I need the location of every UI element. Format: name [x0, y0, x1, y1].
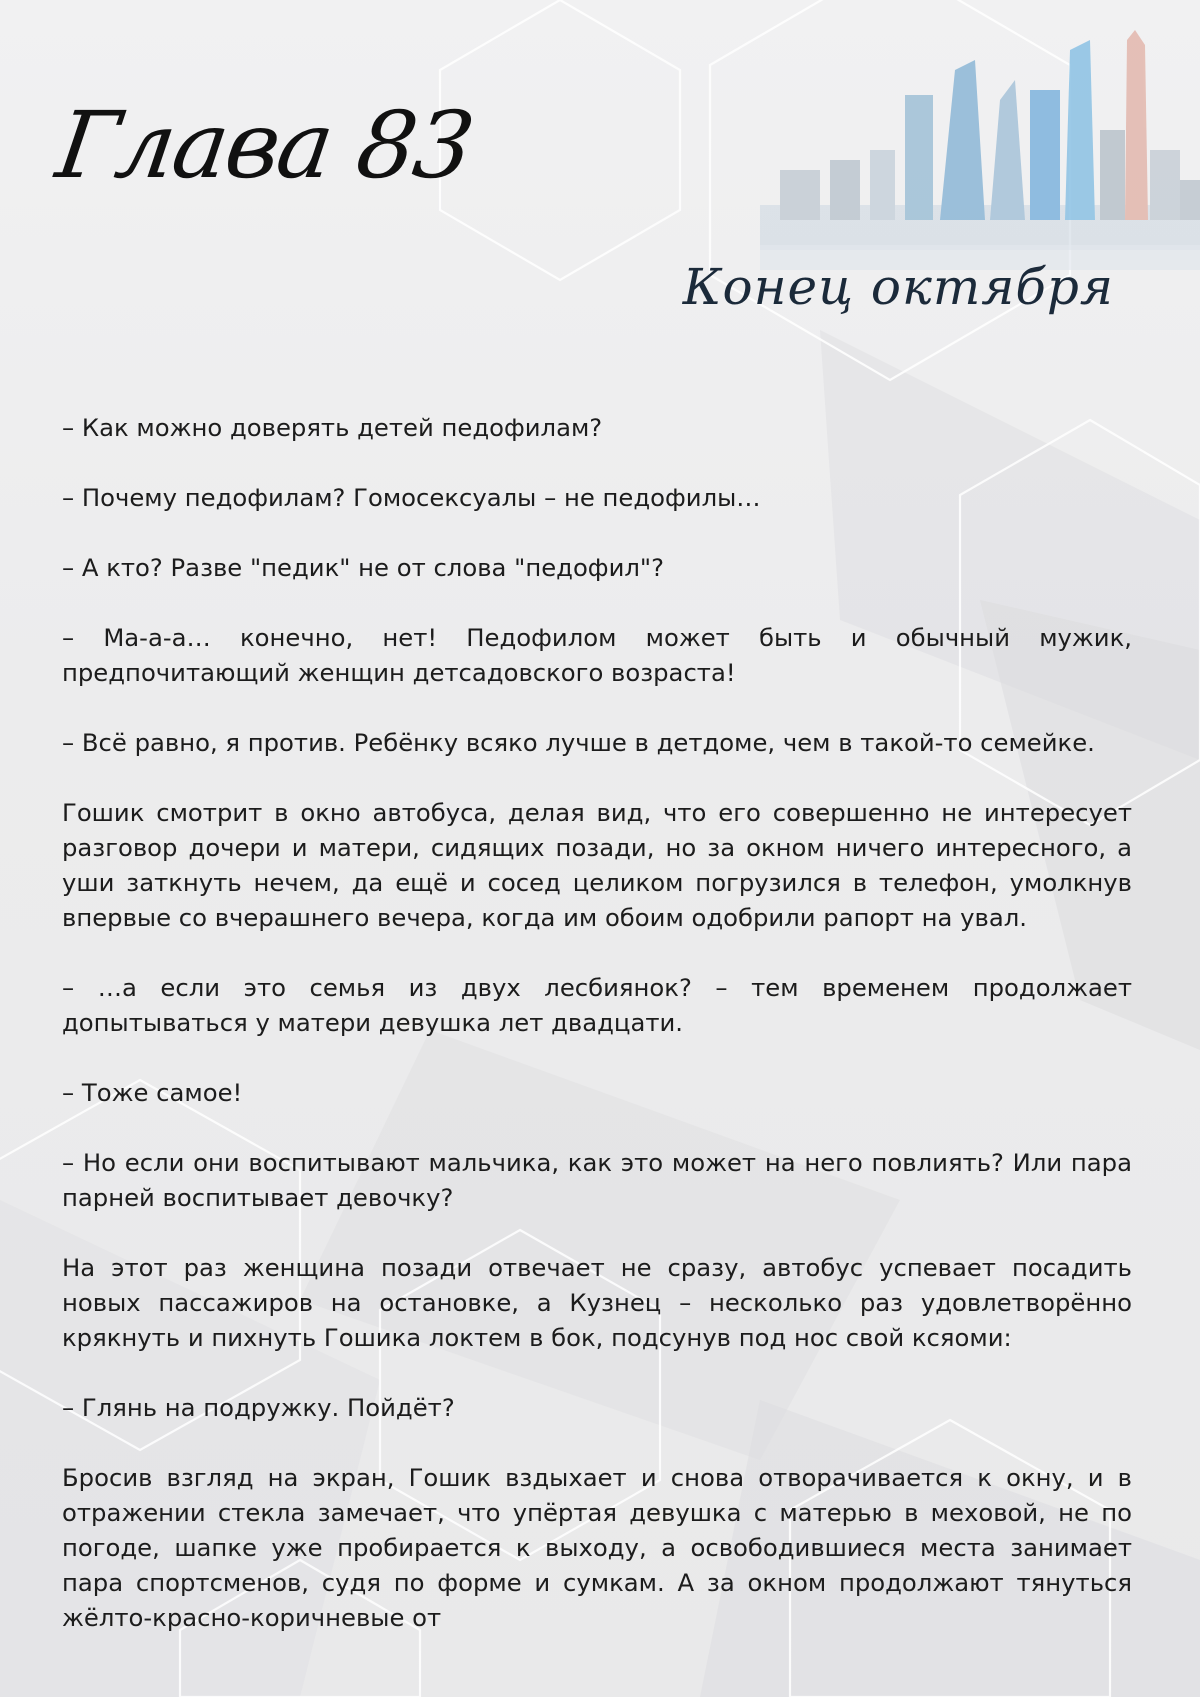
body-text — [62, 410, 1132, 1635]
paragraph: – Почему педофилам? Гомосексуалы – не педофилы… — [62, 483, 761, 512]
paragraph: – Но если они воспитывают мальчика, как это может на него повлиять? Или пара парней воспитывает девочку? — [62, 1148, 1132, 1212]
paragraph: Гошик смотрит в окно автобуса, делая вид, что его совершенно не интересует разговор дочери и матери, сидящих позади, но за окном ничего интересного, а уши заткнуть нечем, да ещё и сосед целиком погрузился в телефон, умолкнув впервые со вчерашнего вечера, когда им обоим одобрили рапорт на увал. — [62, 798, 1132, 932]
paragraph: – Всё равно, я против. Ребёнку всяко лучше в детдоме, чем в такой-то семейке. — [62, 728, 1095, 757]
paragraph: Бросив взгляд на экран, Гошик вздыхает и снова отворачивается к окну, и в отражении стекла замечает, что упёртая девушка с матерью в меховой, не по погоде, шапке уже пробирается к выходу, а освободившиеся места занимает пара спортсменов, судя по форме и сумкам. А за окном продолжают тянуться жёлто-красно-коричневые от — [62, 1463, 1132, 1632]
paragraph: – Глянь на подружку. Пойдёт? — [62, 1393, 455, 1422]
paragraph: На этот раз женщина позади отвечает не сразу, автобус успевает посадить новых пассажиров на остановке, а Кузнец – несколько раз удовлетворённо крякнуть и пихнуть Гошика локтем в бок, подсунув под нос свой ксяоми: — [62, 1253, 1132, 1352]
city-skyline-image — [760, 30, 1200, 270]
paragraph: – А кто? Разве "педик" не от слова "педофил"? — [62, 553, 664, 582]
paragraph: – Как можно доверять детей педофилам? — [62, 413, 603, 442]
chapter-subtitle: Конец октября — [682, 258, 1114, 316]
paragraph: – …а если это семья из двух лесбиянок? – тем временем продолжает допытываться у матери девушка лет двадцати. — [62, 973, 1132, 1037]
chapter-title: Глава 83 — [50, 92, 479, 199]
paragraph: – Тоже самое! — [62, 1078, 243, 1107]
paragraph: – Ма-а-а… конечно, нет! Педофилом может быть и обычный мужик, предпочитающий женщин детсадовского возраста! — [62, 623, 1132, 687]
